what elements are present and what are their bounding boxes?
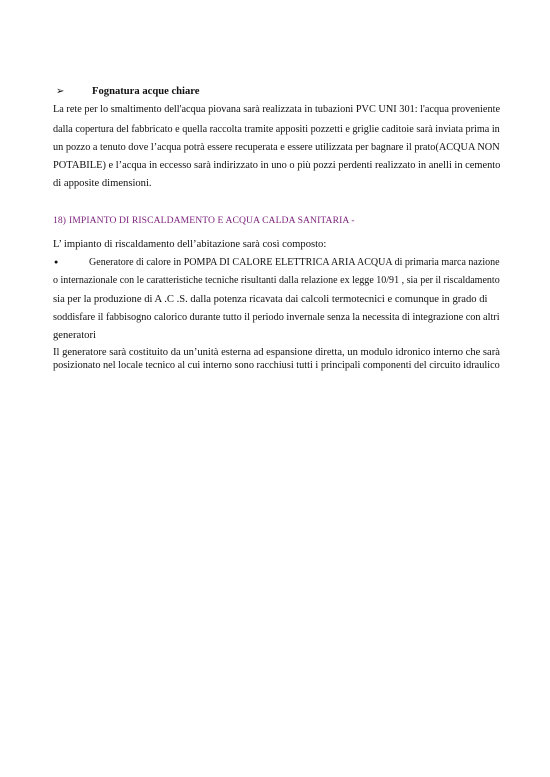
bullet-line: sia per la produzione di A .C .S. dalla potenza ricavata dai calcoli termotecnici e comunque in grado di xyxy=(53,294,488,305)
paragraph-line: La rete per lo smaltimento dell'acqua piovana sarà realizzata in tubazioni PVC UNI 301: l'acqua proveniente xyxy=(53,104,501,115)
bullet-line: generatori xyxy=(53,330,96,341)
paragraph-line: dalla copertura del fabbricato e quella raccolta tramite appositi pozzetti e griglie caditoie sarà inviata prima in xyxy=(53,124,500,135)
bullet-dot-icon: ● xyxy=(54,258,59,266)
paragraph-line: POTABILE) e l’acqua in eccesso sarà indirizzato in uno o più pozzi perdenti realizzato in anelli in cemento xyxy=(53,160,501,171)
bullet-line: soddisfare il fabbisogno calorico durante tutto il periodo invernale senza la necessita di integrazione con altri xyxy=(53,312,500,323)
intro-line: L’ impianto di riscaldamento dell’abitazione sarà così composto: xyxy=(53,239,327,250)
paragraph-line: di apposite dimensioni. xyxy=(53,178,152,189)
paragraph-line: un pozzo a tenuto dove l’acqua potrà essere recuperata e essere utilizzata per bagnare il prato(ACQUA NON xyxy=(53,142,500,153)
section-title-fognatura: Fognatura acque chiare xyxy=(92,86,200,97)
closing-line: posizionato nel locale tecnico al cui interno sono racchiusi tutti i principali componenti del circuito idraulico xyxy=(53,360,500,371)
bullet-line: Generatore di calore in POMPA DI CALORE ELETTRICA ARIA ACQUA di primaria marca nazione xyxy=(89,257,500,268)
section-number: 18) xyxy=(53,215,67,226)
bullet-line: o internazionale con le caratteristiche tecniche risultanti dalla relazione ex legge 10/91 , sia per il riscaldamento xyxy=(53,275,500,286)
section-title-riscaldamento: IMPIANTO DI RISCALDAMENTO E ACQUA CALDA SANITARIA - xyxy=(69,215,355,226)
arrow-bullet-icon: ➢ xyxy=(56,86,65,97)
closing-line: Il generatore sarà costituito da un’unità esterna ad espansione diretta, un modulo idronico interno che sarà xyxy=(53,347,500,358)
